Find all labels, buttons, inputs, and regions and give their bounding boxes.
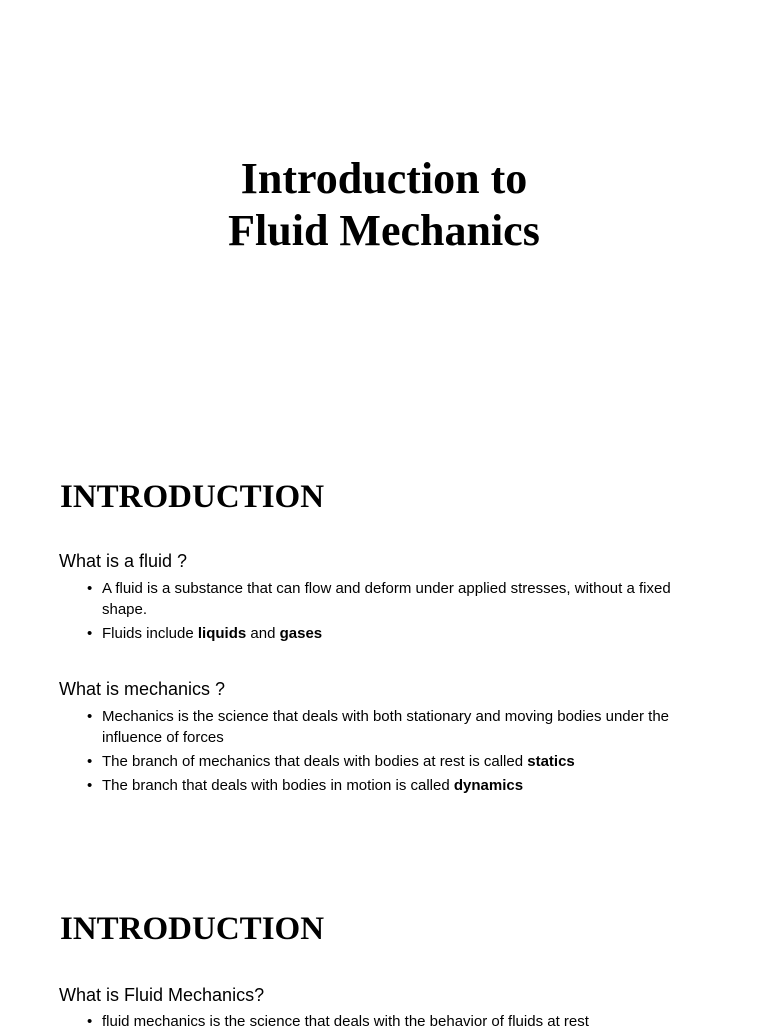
- bullet-text: The branch of mechanics that deals with bodies at rest is called: [102, 753, 528, 770]
- bullet-text: Mechanics is the science that deals with both stationary and moving bodies under the influence of forces: [102, 708, 669, 746]
- slide-heading: INTRODUCTION: [60, 911, 325, 947]
- question-what-is-fluid-mechanics: What is Fluid Mechanics?: [59, 985, 265, 1005]
- fluid-mechanics-bullet-list: [86, 1011, 706, 1035]
- list-item: [86, 706, 706, 748]
- bullet-text: Fluids include: [102, 625, 198, 642]
- list-item: [86, 578, 706, 620]
- question-what-is-fluid: What is a fluid ?: [59, 551, 188, 571]
- bold-term-gases: gases: [279, 625, 323, 642]
- bold-term-liquids: liquids: [197, 625, 247, 642]
- bold-term-statics: statics: [527, 753, 575, 770]
- bold-term-dynamics: dynamics: [453, 777, 524, 794]
- slide-heading: INTRODUCTION: [60, 479, 325, 515]
- bullet-text: The branch that deals with bodies in motion is called: [102, 777, 454, 794]
- mechanics-bullet-list: [86, 706, 706, 799]
- bullet-text: fluid mechanics is the science that deals with the behavior of fluids at rest: [102, 1013, 589, 1030]
- bullet-text: and: [246, 625, 280, 642]
- slide-title-line-1: Introduction to: [240, 154, 528, 203]
- list-item: [86, 623, 706, 644]
- title-slide: [0, 0, 768, 432]
- introduction-slide: [0, 432, 768, 864]
- list-item: [86, 775, 706, 796]
- list-item: [86, 751, 706, 772]
- list-item: [86, 1011, 706, 1032]
- bullet-text: A fluid is a substance that can flow and deform under applied stresses, without a fixed shape.: [102, 580, 671, 618]
- slide-title: [0, 153, 768, 257]
- question-what-is-mechanics: What is mechanics ?: [59, 679, 226, 699]
- introduction-slide-2: [0, 864, 768, 1030]
- fluid-bullet-list: [86, 578, 706, 647]
- slide-title-line-2: Fluid Mechanics: [228, 206, 540, 255]
